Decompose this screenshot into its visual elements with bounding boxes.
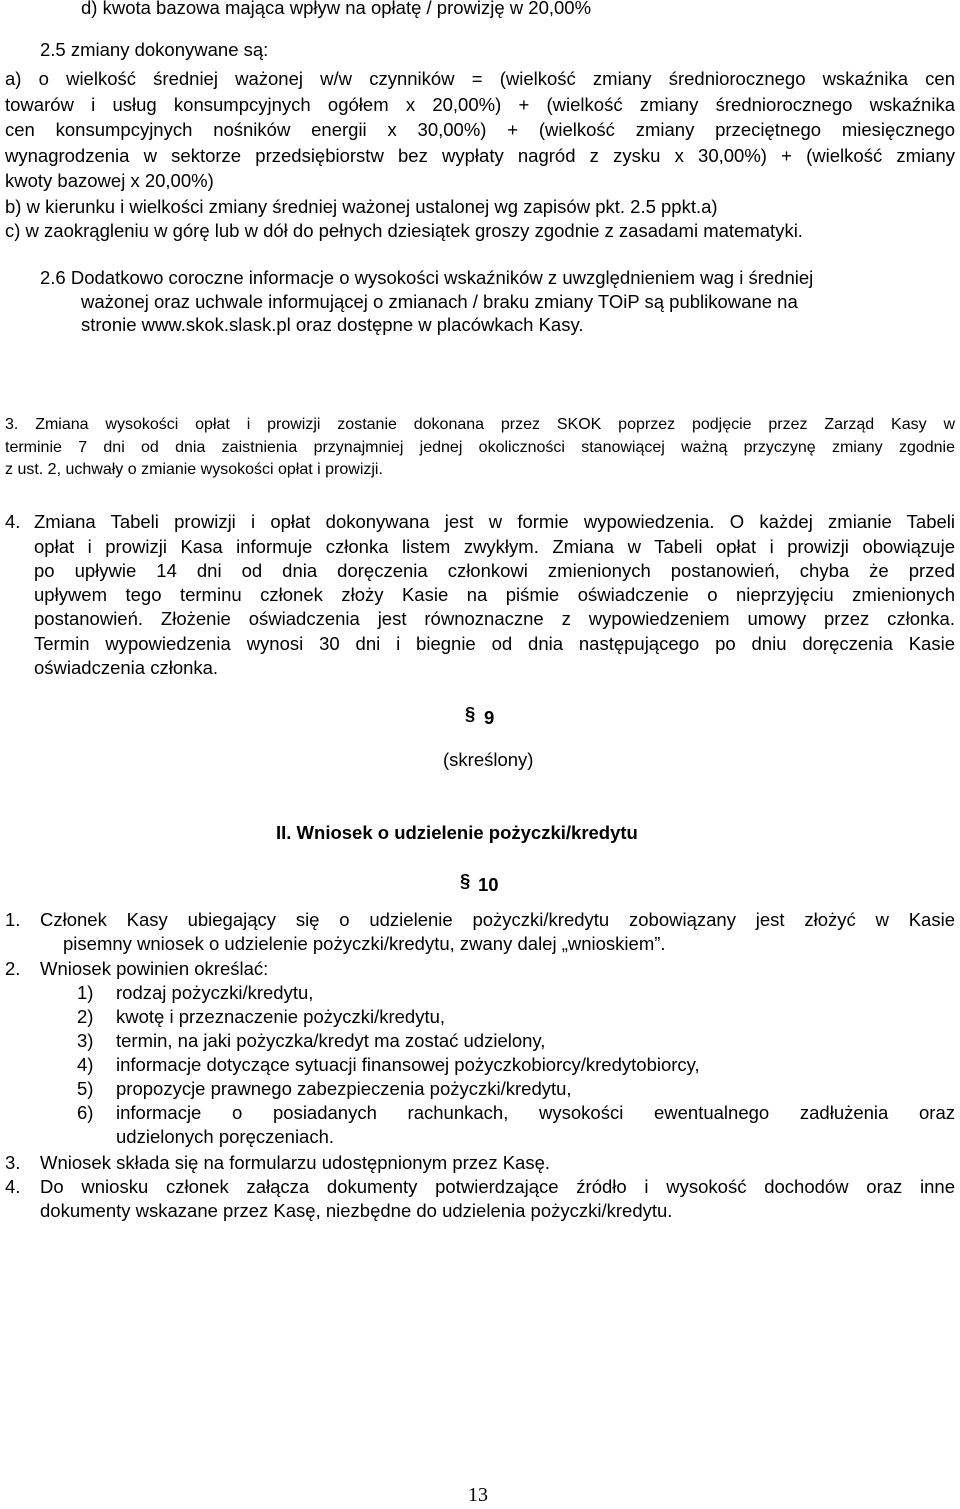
section-2-6-line: 2.6 Dodatkowo coroczne informacje o wysokości wskaźników z uwzględnieniem wag i średniej: [40, 267, 814, 288]
sub-item-text: propozycje prawnego zabezpieczenia pożyczki/kredytu,: [116, 1078, 572, 1099]
section-2-5-heading: 2.5 zmiany dokonywane są:: [40, 39, 269, 60]
paragraph-4-number: 4.: [5, 511, 21, 532]
paragraph-4-line: upływem tego terminu członek złoży Kasie na piśmie oświadczenie o nieprzyjęciu zmienionych: [34, 584, 955, 605]
section-2-5-a-line: cen konsumpcyjnych nośników energii x 30,00%) + (wielkość zmiany przeciętnego miesięcznego: [5, 119, 955, 140]
list-item-number: 4.: [5, 1176, 21, 1197]
page-number: 13: [468, 1484, 488, 1506]
section-2-5-c: c) w zaokrągleniu w górę lub w dół do pełnych dziesiątek groszy zgodnie z zasadami matematyki.: [5, 220, 803, 241]
sub-item-text: udzielonych poręczeniach.: [116, 1126, 335, 1147]
paragraph-4-line: po upływie 14 dni od dnia doręczenia członkowi zmienionych postanowień, chyba że przed: [34, 560, 955, 581]
paragraph-4-line: postanowień. Złożenie oświadczenia jest równoznaczne z wypowiedzeniem umowy przez członka.: [34, 608, 955, 629]
sub-item-number: 5): [77, 1078, 94, 1099]
list-item-number: 2.: [5, 958, 21, 979]
section-2-5-a-line: wynagrodzenia w sektorze przedsiębiorstw bez wypłaty nagród z zysku x 30,00%) + (wielkość zmiany: [5, 145, 955, 166]
paragraph-4-line: oświadczenia członka.: [34, 657, 219, 678]
section-9-symbol: §: [465, 703, 476, 724]
section-10-symbol: §: [460, 870, 471, 891]
sub-item-text: rodzaj pożyczki/kredytu,: [116, 982, 314, 1003]
list-item-number: 3.: [5, 1152, 21, 1173]
sub-item-number: 1): [77, 982, 94, 1003]
section-2-5-b: b) w kierunku i wielkości zmiany średniej ważonej ustalonej wg zapisów pkt. 2.5 ppkt.a): [5, 196, 718, 217]
section-10-number: 10: [478, 874, 499, 895]
sub-item-number: 3): [77, 1030, 94, 1051]
section-2-5-a-line: towarów i usług konsumpcyjnych ogółem x 20,00%) + (wielkość zmiany średniorocznego wskaźnika: [5, 94, 955, 115]
paragraph-4-line: Termin wypowiedzenia wynosi 30 dni i biegnie od dnia następującego po dniu doręczenia Kasie: [34, 633, 955, 654]
section-2-5-a-line: kwoty bazowej x 20,00%): [5, 170, 214, 191]
list-item-line: Członek Kasy ubiegający się o udzielenie pożyczki/kredytu zobowiązany jest złożyć w Kasie: [40, 909, 955, 930]
chapter-title: II. Wniosek o udzielenie pożyczki/kredytu: [276, 822, 638, 843]
sub-item-number: 2): [77, 1006, 94, 1027]
paragraph-3-line: 3. Zmiana wysokości opłat i prowizji zostanie dokonana przez SKOK poprzez podjęcie przez Zarząd Kasy w: [5, 416, 955, 433]
paragraph-3-line: terminie 7 dni od dnia zaistnienia przynajmniej jednej okoliczności stanowiącej ważną przyczynę zmiany zgodnie: [5, 439, 955, 456]
list-item-number: 1.: [5, 909, 21, 930]
paragraph-4-line: opłat i prowizji Kasa informuje członka listem zwykłym. Zmiana w Tabeli opłat i prowizji obowiązuje: [34, 536, 955, 557]
list-item-text: Wniosek składa się na formularzu udostępnionym przez Kasę.: [40, 1152, 551, 1173]
top-line: d) kwota bazowa mająca wpływ na opłatę / prowizję w 20,00%: [81, 0, 592, 18]
list-item-line: pisemny wniosek o udzielenie pożyczki/kredytu, zwany dalej „wnioskiem”.: [63, 933, 666, 954]
list-item-line: dokumenty wskazane przez Kasę, niezbędne do udzielenia pożyczki/kredytu.: [40, 1200, 673, 1221]
section-9-note: (skreślony): [443, 749, 534, 770]
section-2-5-a-line: a) o wielkość średniej ważonej w/w czynników = (wielkość zmiany średniorocznego wskaźnika cen: [5, 68, 955, 89]
sub-item-number: 6): [77, 1102, 94, 1123]
paragraph-4-line: Zmiana Tabeli prowizji i opłat dokonywana jest w formie wypowiedzenia. O każdej zmianie Tabeli: [34, 511, 955, 532]
paragraph-3-line: z ust. 2, uchwały o zmianie wysokości opłat i prowizji.: [5, 461, 383, 478]
sub-item-text: kwotę i przeznaczenie pożyczki/kredytu,: [116, 1006, 446, 1027]
sub-item-text: informacje o posiadanych rachunkach, wysokości ewentualnego zadłużenia oraz: [116, 1102, 955, 1123]
sub-item-text: informacje dotyczące sytuacji finansowej pożyczkobiorcy/kredytobiorcy,: [116, 1054, 700, 1075]
sub-item-text: termin, na jaki pożyczka/kredyt ma zostać udzielony,: [116, 1030, 546, 1051]
list-item-line: Do wniosku członek załącza dokumenty potwierdzające źródło i wysokość dochodów oraz inne: [40, 1176, 955, 1197]
section-9-number: 9: [484, 707, 495, 728]
list-item-text: Wniosek powinien określać:: [40, 958, 269, 979]
sub-item-number: 4): [77, 1054, 94, 1075]
section-2-6-line: stronie www.skok.slask.pl oraz dostępne w placówkach Kasy.: [81, 314, 584, 335]
section-2-6-line: ważonej oraz uchwale informującej o zmianach / braku zmiany TOiP są publikowane na: [81, 291, 798, 312]
